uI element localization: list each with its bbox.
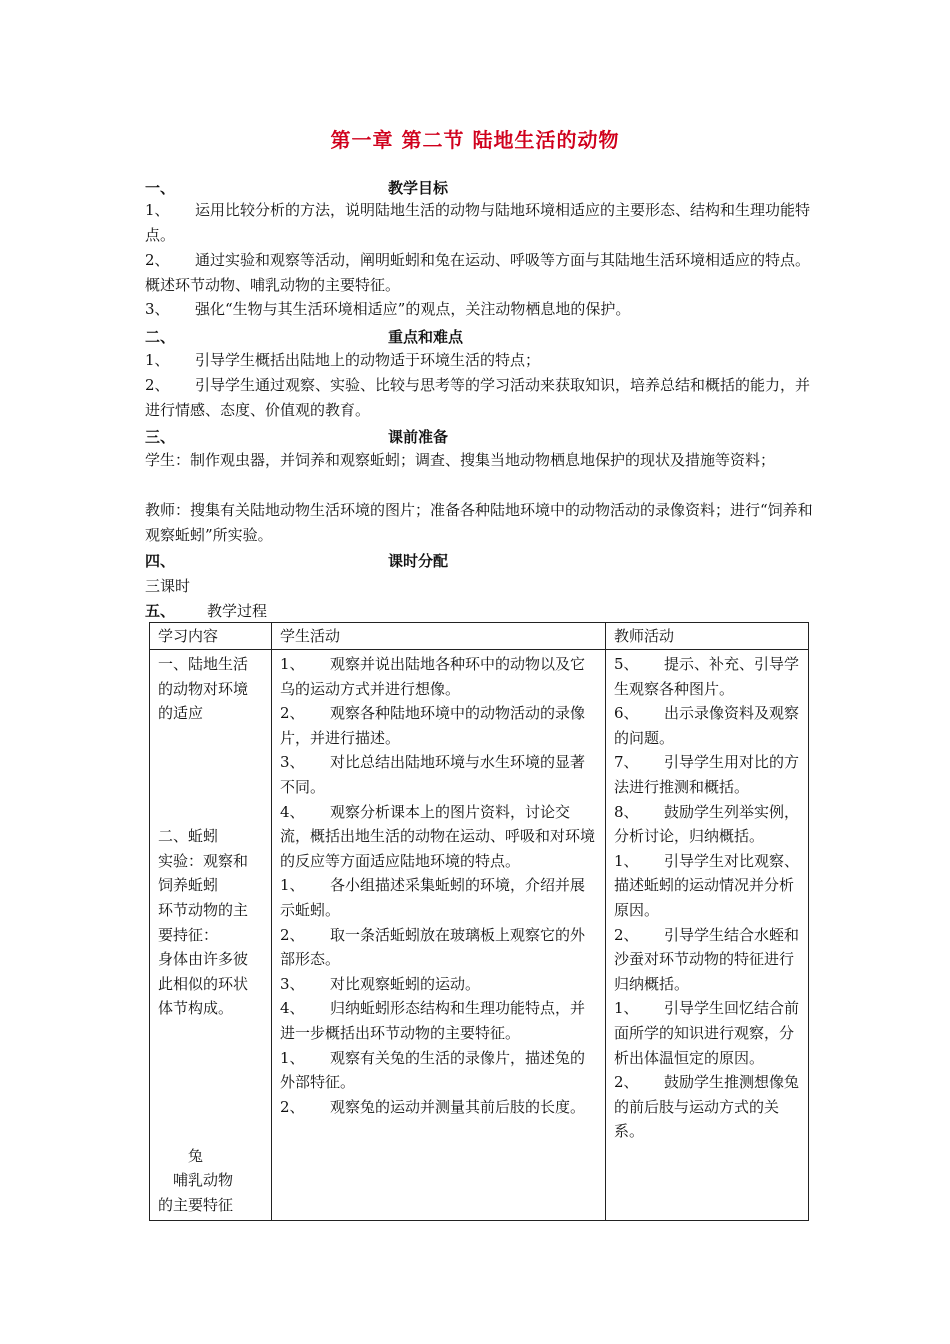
teacher-activity-item: 1、 引导学生对比观察、描述蚯蚓的运动情况并分析原因。 (614, 851, 800, 919)
goal-item: 1、 运用比较分析的方法，说明陆地生活的动物与陆地环境相适应的主要形态、结构和生理功能特点。 (145, 201, 811, 244)
table-row (150, 650, 809, 1221)
prep-teacher: 教师：搜集有关陆地动物生活环境的图片；准备各种陆地环境中的动物活动的录像资料；进行“饲养和观察蚯蚓”所实验。 (145, 501, 813, 544)
teacher-cell (606, 650, 809, 1221)
column-header: 学习内容 (150, 623, 272, 650)
content-line: 身体由许多彼 (158, 950, 249, 969)
content-line: 实验：观察和 (158, 851, 249, 870)
content-line (158, 800, 263, 825)
student-activity-item: 3、 对比观察蚯蚓的运动。 (280, 974, 481, 993)
student-activity-item: 1、 观察并说出陆地各种环中的动物以及它乌的运动方式并进行想像。 (280, 655, 586, 698)
column-header: 学生活动 (272, 623, 606, 650)
content-line: 环节动物的主 (158, 900, 249, 919)
student-activity-item: 2、 观察兔的运动并测量其前后肢的长度。 (280, 1097, 586, 1116)
section-number: 一、 (145, 179, 176, 197)
column-header: 教师活动 (606, 623, 809, 650)
section-heading-keypoints (145, 326, 815, 348)
section-title: 教学目标 (388, 179, 449, 197)
periods-text: 三课时 (145, 577, 191, 595)
teacher-activity-item: 2、 引导学生结合水蛭和沙蚕对环节动物的特征进行归纳概括。 (614, 925, 800, 993)
section-heading-periods (145, 550, 815, 572)
student-activity-item: 1、 各小组描述采集蚯蚓的环境，介绍并展示蚯蚓。 (280, 876, 586, 919)
section-title: 课前准备 (388, 428, 449, 446)
content-line: 此相似的环状 (158, 974, 249, 993)
goal-item: 2、 通过实验和观察等活动，阐明蚯蚓和兔在运动、呼吸等方面与其陆地生活环境相适应的特点。概述环节动物、哺乳动物的主要特征。 (145, 251, 811, 294)
teacher-activity-item: 2、 鼓励学生推测想像兔的前后肢与运动方式的关系。 (614, 1073, 800, 1141)
section-number: 三、 (145, 428, 176, 446)
goal-item: 3、 强化“生物与其生活环境相适应”的观点，关注动物栖息地的保护。 (145, 300, 631, 318)
student-activity-item: 3、 对比总结出陆地环境与水生环境的显著不同。 (280, 753, 586, 796)
section-heading-goals (145, 177, 815, 199)
student-activity-item: 2、 取一条活蚯蚓放在玻璃板上观察它的外部形态。 (280, 925, 586, 969)
content-line (158, 1119, 263, 1144)
teacher-activity-item: 8、 鼓励学生列举实例，分析讨论，归纳概括。 (614, 802, 800, 846)
content-line: 哺乳动物 (158, 1171, 234, 1190)
section-title: 重点和难点 (388, 328, 464, 346)
section-number: 四、 (145, 552, 176, 570)
content-line: 一、陆地生活 (158, 655, 249, 673)
teacher-activity-item: 1、 引导学生回忆结合前面所学的知识进行观察，分析出体温恒定的原因。 (614, 999, 800, 1067)
content-line: 体节构成。 (158, 999, 234, 1018)
student-activity-item: 1、 观察有关兔的生活的录像片，描述兔的外部特征。 (280, 1048, 586, 1092)
teacher-activity-item: 6、 出示录像资料及观察的问题。 (614, 704, 800, 747)
content-line: 饲养蚯蚓 (158, 876, 219, 895)
content-line (158, 1070, 263, 1095)
process-table (149, 622, 809, 1221)
teacher-activity-item: 7、 引导学生用对比的方法进行推测和概括。 (614, 753, 800, 796)
content-line: 的动物对环境 (158, 679, 249, 698)
section-title: 教学过程 (207, 602, 268, 620)
section-number: 二、 (145, 328, 176, 346)
content-line: 二、蚯蚓 (158, 827, 219, 846)
content-line: 兔 (158, 1146, 204, 1165)
student-cell (272, 650, 606, 1221)
content-line (158, 726, 263, 751)
table-header-row (150, 623, 809, 650)
content-line: 要持征： (158, 925, 219, 944)
keypoint-item: 1、 引导学生概括出陆地上的动物适于环境生活的特点； (145, 351, 541, 369)
section-title: 课时分配 (388, 552, 449, 570)
prep-student: 学生：制作观虫器，并饲养和观察蚯蚓；调查、搜集当地动物栖息地保护的现状及措施等资料； (145, 451, 776, 469)
section-heading-prep (145, 426, 815, 448)
content-line (158, 750, 263, 775)
student-activity-item: 2、 观察各种陆地环境中的动物活动的录像片，并进行描述。 (280, 704, 586, 747)
content-line (158, 775, 263, 800)
content-line: 的主要特征 (158, 1196, 234, 1215)
content-line (158, 1046, 263, 1071)
content-line (158, 1021, 263, 1046)
section-number: 五、 (145, 602, 176, 620)
page-title: 第一章 第二节 陆地生活的动物 (330, 128, 620, 152)
student-activity-item: 4、 归纳蚯蚓形态结构和生理功能特点，并进一步概括出环节动物的主要特征。 (280, 999, 586, 1042)
teacher-activity-item: 5、 提示、补充、引导学生观察各种图片。 (614, 655, 800, 698)
keypoint-item: 2、 引导学生通过观察、实验、比较与思考等的学习活动来获取知识，培养总结和概括的能力，并进行情感、态度、价值观的教育。 (145, 376, 811, 419)
student-activity-item: 4、 观察分析课本上的图片资料，讨论交流，概括出地生活的动物在运动、呼吸和对环境的反应等方面适应陆地环境的特点。 (280, 802, 596, 870)
section-heading-process (145, 600, 267, 621)
content-line: 的适应 (158, 704, 204, 723)
content-line (158, 1095, 263, 1120)
content-cell (150, 650, 272, 1221)
